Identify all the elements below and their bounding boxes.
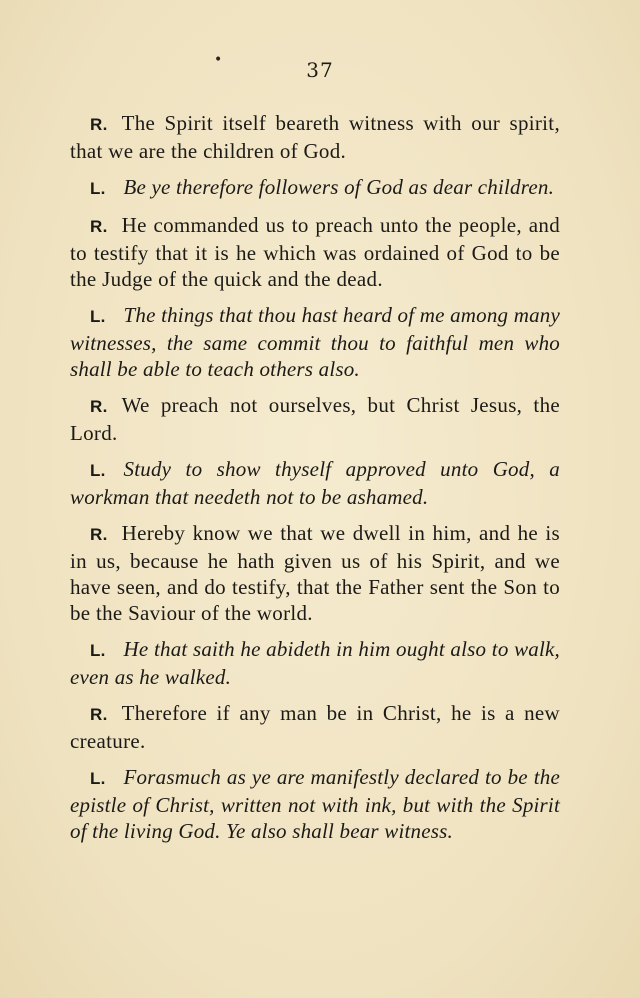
- verse-text: He that saith he abideth in him ought also to walk, even as he walked.: [70, 637, 560, 689]
- responsive-reading: [70, 110, 560, 854]
- verse-text: He commanded us to preach unto the people, and to testify that it is he which was ordained of God to be the Judge of the quick and the dead.: [70, 213, 560, 291]
- verse-text: The Spirit itself beareth witness with our spirit, that we are the children of God.: [70, 111, 560, 163]
- verse-people: [70, 456, 560, 510]
- page-number: 37: [306, 58, 334, 82]
- print-mark: •: [214, 52, 223, 68]
- speaker-label: R.: [90, 217, 108, 236]
- verse-text: Forasmuch as ye are manifestly declared to be the epistle of Christ, written not with ink, but with the Spirit of the living God. Ye also shall bear witness.: [70, 765, 560, 843]
- verse-reader: [70, 212, 560, 292]
- verse-text: The things that thou hast heard of me among many witnesses, the same commit thou to faithful men who shall be able to teach others also.: [70, 303, 560, 381]
- speaker-label: L.: [90, 641, 106, 660]
- speaker-label: R.: [90, 525, 108, 544]
- speaker-label: L.: [90, 769, 106, 788]
- verse-reader: [70, 392, 560, 446]
- verse-people: [70, 302, 560, 382]
- verse-reader: [70, 110, 560, 164]
- verse-people: [70, 174, 560, 202]
- verse-reader: [70, 520, 560, 626]
- verse-people: [70, 764, 560, 844]
- verse-text: Hereby know we that we dwell in him, and he is in us, because he hath given us of his Spirit, and we have seen, and do testify, that the Father sent the Son to be the Saviour of the world.: [70, 521, 560, 625]
- verse-reader: [70, 700, 560, 754]
- speaker-label: R.: [90, 705, 108, 724]
- verse-text: Study to show thyself approved unto God, a workman that needeth not to be ashamed.: [70, 457, 560, 509]
- speaker-label: R.: [90, 397, 108, 416]
- verse-text: We preach not ourselves, but Christ Jesus, the Lord.: [70, 393, 560, 445]
- speaker-label: L.: [90, 307, 106, 326]
- speaker-label: L.: [90, 461, 106, 480]
- speaker-label: L.: [90, 179, 106, 198]
- verse-text: Be ye therefore followers of God as dear children.: [123, 175, 555, 199]
- speaker-label: R.: [90, 115, 108, 134]
- verse-people: [70, 636, 560, 690]
- verse-text: Therefore if any man be in Christ, he is a new creature.: [70, 701, 560, 753]
